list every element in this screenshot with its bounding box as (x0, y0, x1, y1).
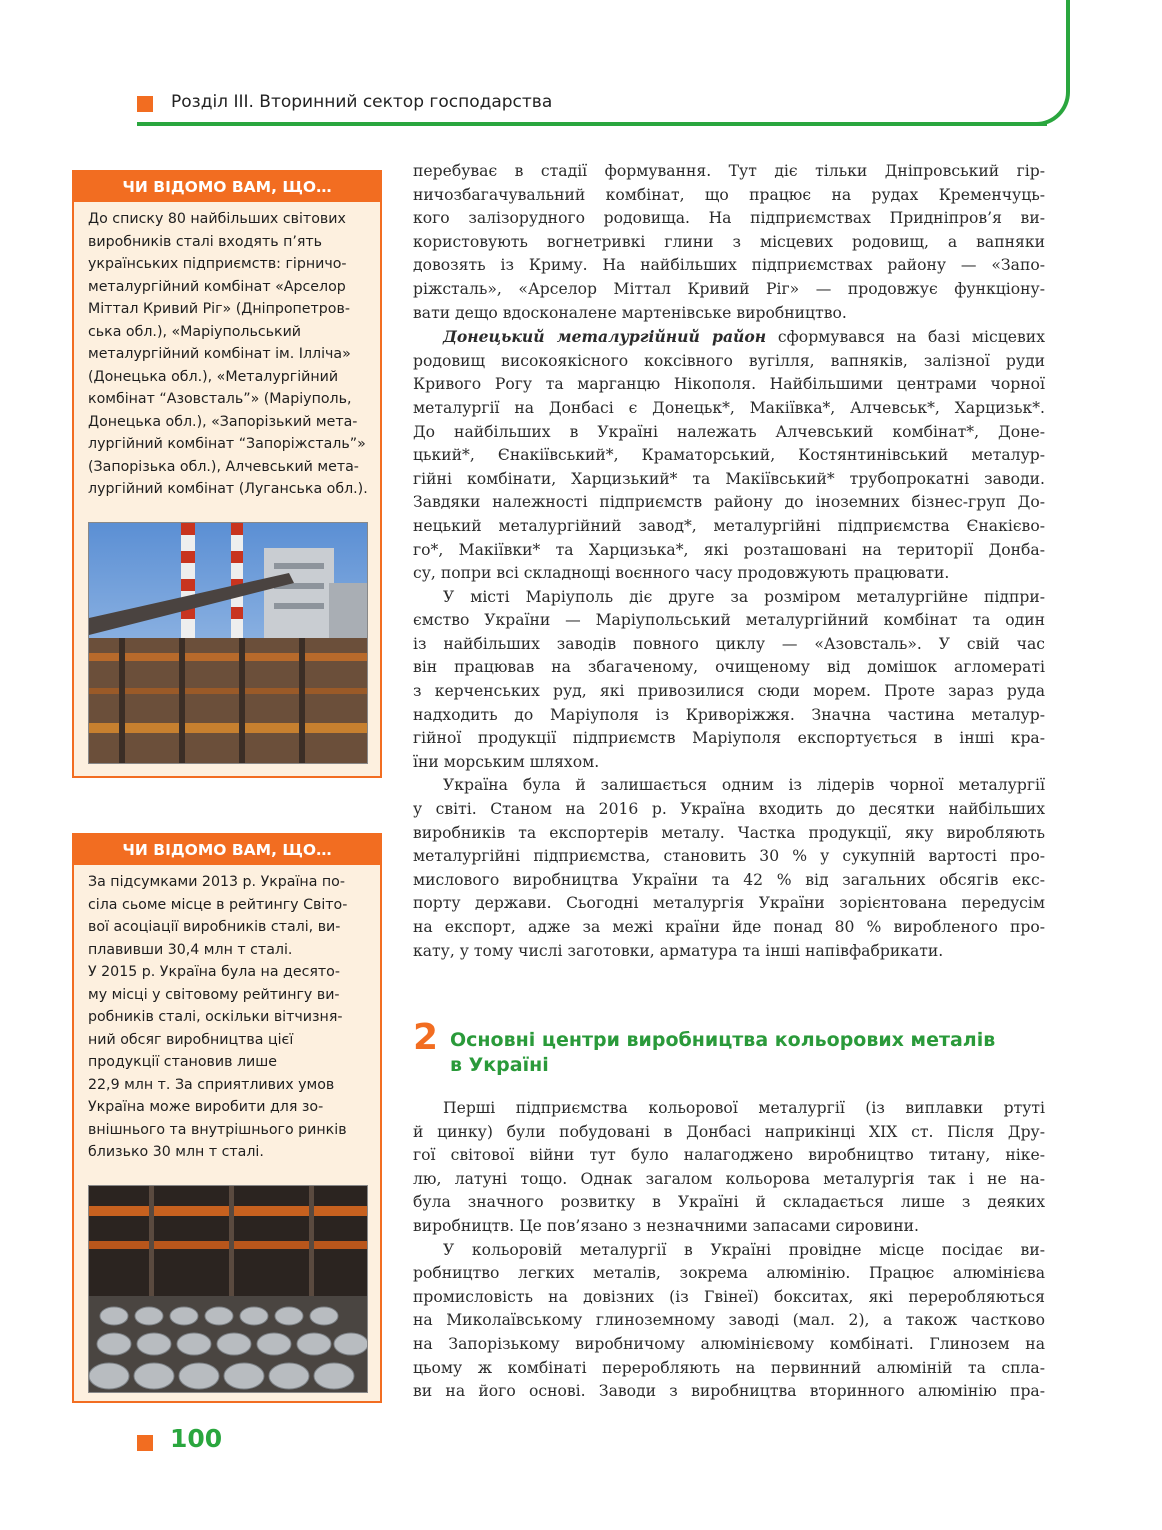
text-line: лургійний комбінат “Запоріжсталь”» (88, 436, 366, 452)
text-line: виробників сталі входять п’ять (88, 233, 323, 250)
text-line: внішнього та внутрішнього ринків (88, 1121, 347, 1138)
text-line: довозять із Криму. На найбільших підприємствах району — «Запо- (413, 256, 1045, 275)
text-line: із найбільших заводів повного циклу — «Азовсталь». У свій час (413, 634, 1045, 653)
text-line: металургійні підприємства, становить 30 % у сукупній вартості про- (413, 847, 1045, 866)
text-line: До найбільших в Україні належать Алчевський комбінат*, Доне- (413, 422, 1045, 441)
text-line: промисловість на довізних (із Гвінеї) бокситах, які переробляються (413, 1287, 1045, 1306)
text-line: плавивши 30,4 млн т сталі. (88, 941, 293, 958)
text-line: ська обл.), «Маріупольський (88, 323, 302, 340)
paragraph (413, 1239, 1045, 1404)
text-line: на експорт, адже за межі країни йде понад 80 % виробленого про- (413, 918, 1045, 936)
paragraph (413, 1097, 1045, 1239)
section-heading-line: Основні центри виробництва кольорових металів (450, 1029, 996, 1051)
text-line: (Донецька обл.), «Металургійний (88, 368, 339, 385)
header-rule-curve (1010, 0, 1070, 126)
text-line: Перші підприємства кольорової металургії (із виплавки ртуті (443, 1099, 1045, 1117)
main-text-column-bottom (413, 1097, 1045, 1404)
paragraph (413, 325, 1045, 586)
steel-plant-photo (88, 522, 368, 764)
text-line: ви на його основі. Заводи з виробництва вторинного алюмінію пра- (413, 1382, 1045, 1401)
text-line: продукції становив лише (88, 1054, 277, 1070)
section-number: 2 (413, 1017, 439, 1058)
text-line: У місті Маріуполь діє друге за розміром металургійне підпри- (443, 587, 1045, 606)
text-line: За підсумками 2013 р. Україна по- (88, 874, 345, 890)
section-running-title: Розділ ІІІ. Вторинний сектор господарства (171, 92, 553, 112)
text-line: су, попри всі складнощі воєнного часу продовжують працювати. (413, 564, 950, 583)
text-line: Міттал Кривий Ріг» (Дніпропетров- (88, 301, 350, 317)
text-line: комбінат “Азовсталь”» (Маріуполь, (88, 391, 352, 407)
text-line: надходить до Маріуполя із Криворіжжя. Значна частина металур- (413, 705, 1045, 724)
text-line: лю, латуні тощо. Однак загалом кольорова металургія так і не на- (413, 1169, 1045, 1188)
text-line: Україна була й залишається одним із лідерів чорної металургії (443, 776, 1045, 795)
text-line: порту держави. Сьогодні металургія України зорієнтована передусім (413, 894, 1045, 913)
text-line: на Запорізькому виробничому алюмінієвому комбінаті. Глинозем на (413, 1334, 1045, 1353)
text-line: ємство України — Маріупольський металургійний комбінат та один (413, 611, 1045, 630)
text-line: сіла сьоме місце в рейтингу Світо- (88, 896, 348, 913)
text-line: металургійний комбінат «Арселор (88, 278, 346, 295)
header-rule (137, 122, 1047, 126)
text-line: українських підприємств: гірничо- (88, 256, 347, 272)
text-line: Україна може виробити для зо- (88, 1099, 324, 1115)
text-line: вати дещо вдосконалене мартенівське виробництво. (413, 303, 847, 322)
text-line: Донецька обл.), «Запорізький мета- (88, 413, 358, 430)
text-line: (Запорізька обл.), Алчевський мета- (88, 458, 359, 475)
did-you-know-heading: ЧИ ВІДОМО ВАМ, ЩО… (74, 835, 380, 865)
text-line: цьому ж комбінаті переробляють на первинний алюміній та спла- (413, 1358, 1045, 1377)
paragraph (413, 586, 1045, 775)
text-line: 22,9 млн т. За сприятливих умов (88, 1076, 335, 1093)
text-line: металургійний комбінат ім. Ілліча» (88, 346, 351, 362)
text-line: користовують вогнетривкі глини з місцевих родовищ, а вапняки (413, 232, 1045, 251)
main-text-column-top (413, 160, 1045, 963)
header-marker-square (137, 96, 153, 112)
section-heading-line: в Україні (450, 1054, 549, 1076)
text-line: гійні комбінати, Харцизький* та Макіївський* трубопрокатні заводи. (413, 469, 1045, 488)
did-you-know-text (74, 202, 380, 501)
text-line: у світі. Станом на 2016 р. Україна входить до десятки найбільших (413, 800, 1045, 819)
text-line: робництво легких металів, зокрема алюмінію. Працює алюмінієва (413, 1264, 1045, 1283)
text-line: У кольоровій металургії в Україні провідне місце посідає ви- (443, 1240, 1045, 1259)
text-line: Завдяки належності підприємств району до іноземних бізнес-груп До- (413, 493, 1045, 512)
text-line: виробників та експортерів металу. Частка продукції, яку виробляють (413, 823, 1045, 842)
text-line: До списку 80 найбільших світових (88, 211, 346, 227)
text-line: на Миколаївському глиноземному заводі (мал. 2), а також частково (413, 1311, 1045, 1330)
text-line: ріжсталь», «Арселор Міттал Кривий Ріг» — продовжує функціону- (413, 279, 1045, 298)
text-line: мислового виробництва України та 42 % від загальних обсягів екс- (413, 870, 1045, 889)
text-line: виробництв. Це пов’язано з незначними запасами сировини. (413, 1216, 920, 1235)
paragraph (413, 160, 1045, 325)
text-line: з керченських руд, які привозилися сюди морем. Проте зараз руда (413, 682, 1045, 701)
text-line: цький*, Єнакіївський*, Краматорський, Костянтинівський металур- (413, 446, 1045, 465)
text-line: близько 30 млн т сталі. (88, 1144, 264, 1160)
text-line: металургії на Донбасі є Донецьк*, Макіївка*, Алчевськ*, Харцизьк*. (413, 398, 1045, 417)
text-line: ничозбагачувальний комбінат, що працює на рудах Кременчуць- (413, 185, 1045, 204)
text-line: він працював на збагаченому, очищеному від домішок агломераті (413, 658, 1045, 677)
text-line: була значного розвитку в Україні й складається лише з деяких (413, 1193, 1045, 1212)
did-you-know-box-2 (72, 833, 382, 1403)
text-line: гої світової війни тут було налагоджено виробництво титану, ніке- (413, 1146, 1045, 1165)
text-line: гійної продукції підприємств Маріуполя експортується в інші кра- (413, 729, 1045, 748)
did-you-know-heading: ЧИ ВІДОМО ВАМ, ЩО… (74, 172, 380, 202)
text-line: нецький металургійний завод*, металургійні підприємства Єнакієво- (413, 516, 1045, 535)
text-line: У 2015 р. Україна була на десято- (88, 964, 340, 980)
term-donetsk-region: Донецький металургійний район (443, 327, 767, 347)
text-line: ний обсяг виробництва цієї (88, 1031, 294, 1048)
text-line: їни морським шляхом. (413, 752, 600, 771)
text-line: кого залізорудного родовища. На підприємствах Придніпров’я ви- (413, 209, 1045, 228)
paragraph (413, 774, 1045, 963)
text-line: перебуває в стадії формування. Тут діє тільки Дніпровський гір- (413, 162, 1045, 180)
text-line: го*, Макіївки* та Харцизька*, які розташовані на території Донба- (413, 540, 1045, 559)
steel-coils-warehouse-photo (88, 1185, 368, 1393)
text-line: вої асоціації виробників сталі, ви- (88, 919, 341, 935)
did-you-know-text (74, 865, 380, 1164)
text-line (413, 325, 1045, 350)
page-number: 100 (170, 1424, 223, 1453)
text-line: й цинку) були побудовані в Донбасі наприкінці XIX ст. Після Дру- (413, 1122, 1045, 1141)
section-heading (450, 1028, 1050, 1078)
text-line: родовищ високоякісного коксівного вугілля, вапняків, залізної руди (413, 351, 1045, 370)
text-line: робників сталі, оскільки вітчизня- (88, 1009, 343, 1025)
text-line: му місці у світовому рейтингу ви- (88, 986, 340, 1003)
did-you-know-box-1 (72, 170, 382, 778)
text-span: сформувався на базі місцевих (766, 328, 1045, 347)
text-line: кату, у тому числі заготовки, арматура та інші напівфабрикати. (413, 941, 944, 960)
text-line: Кривого Рогу та марганцю Нікополя. Найбільшими центрами чорної (413, 375, 1045, 394)
text-line: лургійний комбінат (Луганська обл.). (88, 481, 368, 497)
footer-marker-square (137, 1435, 153, 1451)
